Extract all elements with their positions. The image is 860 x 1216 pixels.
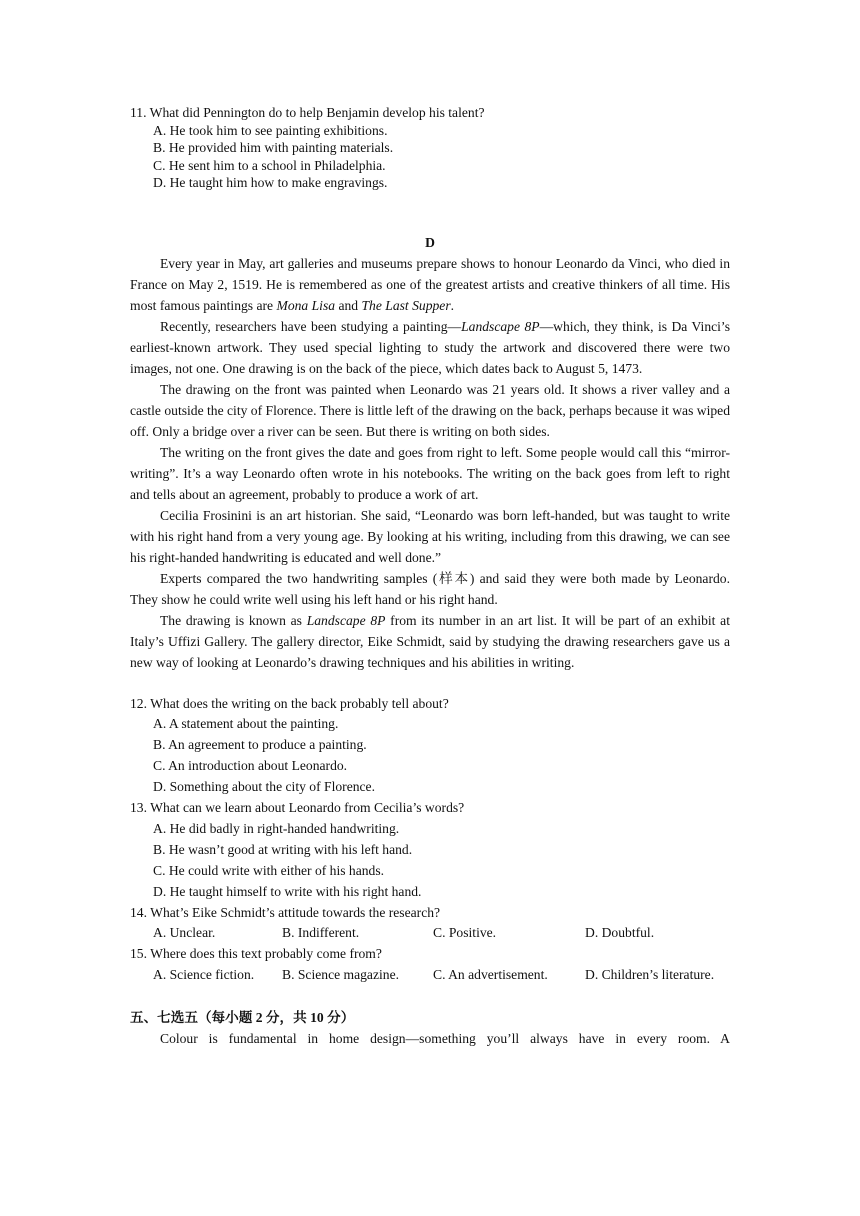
question-stem: 15. Where does this text probably come from? — [130, 946, 382, 962]
option-b: B. Indifferent. — [282, 925, 360, 941]
section-title: 五、七选五（每小题 2 分，共 10 分） — [130, 1010, 355, 1026]
passage-heading: D — [425, 234, 435, 250]
question-14 — [130, 903, 730, 945]
question-stem: 11. What did Pennington do to help Benjamin develop his talent? — [130, 105, 485, 120]
option-a: A. Science fiction. — [153, 967, 255, 983]
question-13 — [130, 798, 730, 903]
paragraph-7: The drawing is known as Landscape 8P from its number in an art list. It will be part of an exhibit at Italy’s Uffizi Gallery. The gallery director, Eike Schmidt, said by studying the drawing researchers gave us a new way of looking at Leonardo’s drawing techniques and his abilities in writing. — [130, 612, 730, 670]
option-d: D. Something about the city of Florence. — [153, 779, 375, 795]
option-a: A. He did badly in right-handed handwriting. — [153, 820, 400, 836]
option-d: D. Children’s literature. — [585, 967, 715, 983]
option-b: B. He provided him with painting materials. — [153, 140, 394, 155]
question-stem: 12. What does the writing on the back probably tell about? — [130, 695, 449, 711]
option-c: C. He sent him to a school in Philadelphia. — [153, 157, 386, 173]
option-c: C. He could write with either of his hands. — [153, 862, 385, 878]
paragraph-5: Cecilia Frosinini is an art historian. She said, “Leonardo was born left-handed, but was taught to write with his right hand from a very young age. By looking at his writing, including from this drawing, we can see his right-handed handwriting is educated and well done.” — [130, 507, 730, 565]
paragraph-2: Recently, researchers have been studying a painting—Landscape 8P—which, they think, is Da Vinci’s earliest-known artwork. They used special lighting to study the artwork and discovered there were two images, not one. One drawing is on the back of the piece, which dates back to August 5, 1473. — [130, 318, 730, 376]
option-c: C. Positive. — [433, 925, 497, 941]
option-c: C. An introduction about Leonardo. — [153, 758, 348, 774]
paragraph-1: Every year in May, art galleries and museums prepare shows to honour Leonardo da Vinci, who died in France on May 2, 1519. He is remembered as one of the greatest artists and creative thinkers of all time. His most famous paintings are Mona Lisa and The Last Supper. — [130, 255, 730, 313]
options-row — [130, 965, 730, 986]
section-intro: Colour is fundamental in home design—something you’ll always have in every room. A — [160, 1031, 730, 1047]
option-d: D. He taught him how to make engravings. — [153, 175, 388, 190]
option-b: B. Science magazine. — [282, 967, 400, 983]
option-d: D. He taught himself to write with his right hand. — [153, 883, 422, 899]
paragraph-4: The writing on the front gives the date and goes from right to left. Some people would call this “mirror-writing”. It’s a way Leonardo often wrote in his notebooks. The writing on the back goes from left to right and tells about an agreement, probably to produce a work of art. — [130, 444, 730, 502]
option-a: A. Unclear. — [153, 925, 216, 941]
option-c: C. An advertisement. — [433, 967, 548, 983]
options-row — [130, 923, 730, 944]
option-a: A. A statement about the painting. — [153, 716, 339, 732]
question-stem: 13. What can we learn about Leonardo from Cecilia’s words? — [130, 800, 465, 816]
exam-page — [130, 104, 730, 1049]
paragraph-3: The drawing on the front was painted when Leonardo was 21 years old. It shows a river valley and a castle outside the city of Florence. There is little left of the drawing on the back, perhaps because it was wiped off. Only a bridge over a river can be seen. But there is writing on both sides. — [130, 381, 730, 439]
question-12 — [130, 694, 730, 799]
option-b: B. An agreement to produce a painting. — [153, 737, 367, 753]
question-15 — [130, 944, 730, 986]
question-stem: 14. What’s Eike Schmidt’s attitude towards the research? — [130, 904, 441, 920]
option-a: A. He took him to see painting exhibitions. — [153, 122, 388, 138]
option-b: B. He wasn’t good at writing with his left hand. — [153, 841, 413, 857]
option-d: D. Doubtful. — [585, 925, 655, 941]
question-11 — [130, 104, 730, 192]
paragraph-6: Experts compared the two handwriting samples (样本) and said they were both made by Leonardo. They show he could write well using his left hand or his right hand. — [130, 570, 730, 607]
